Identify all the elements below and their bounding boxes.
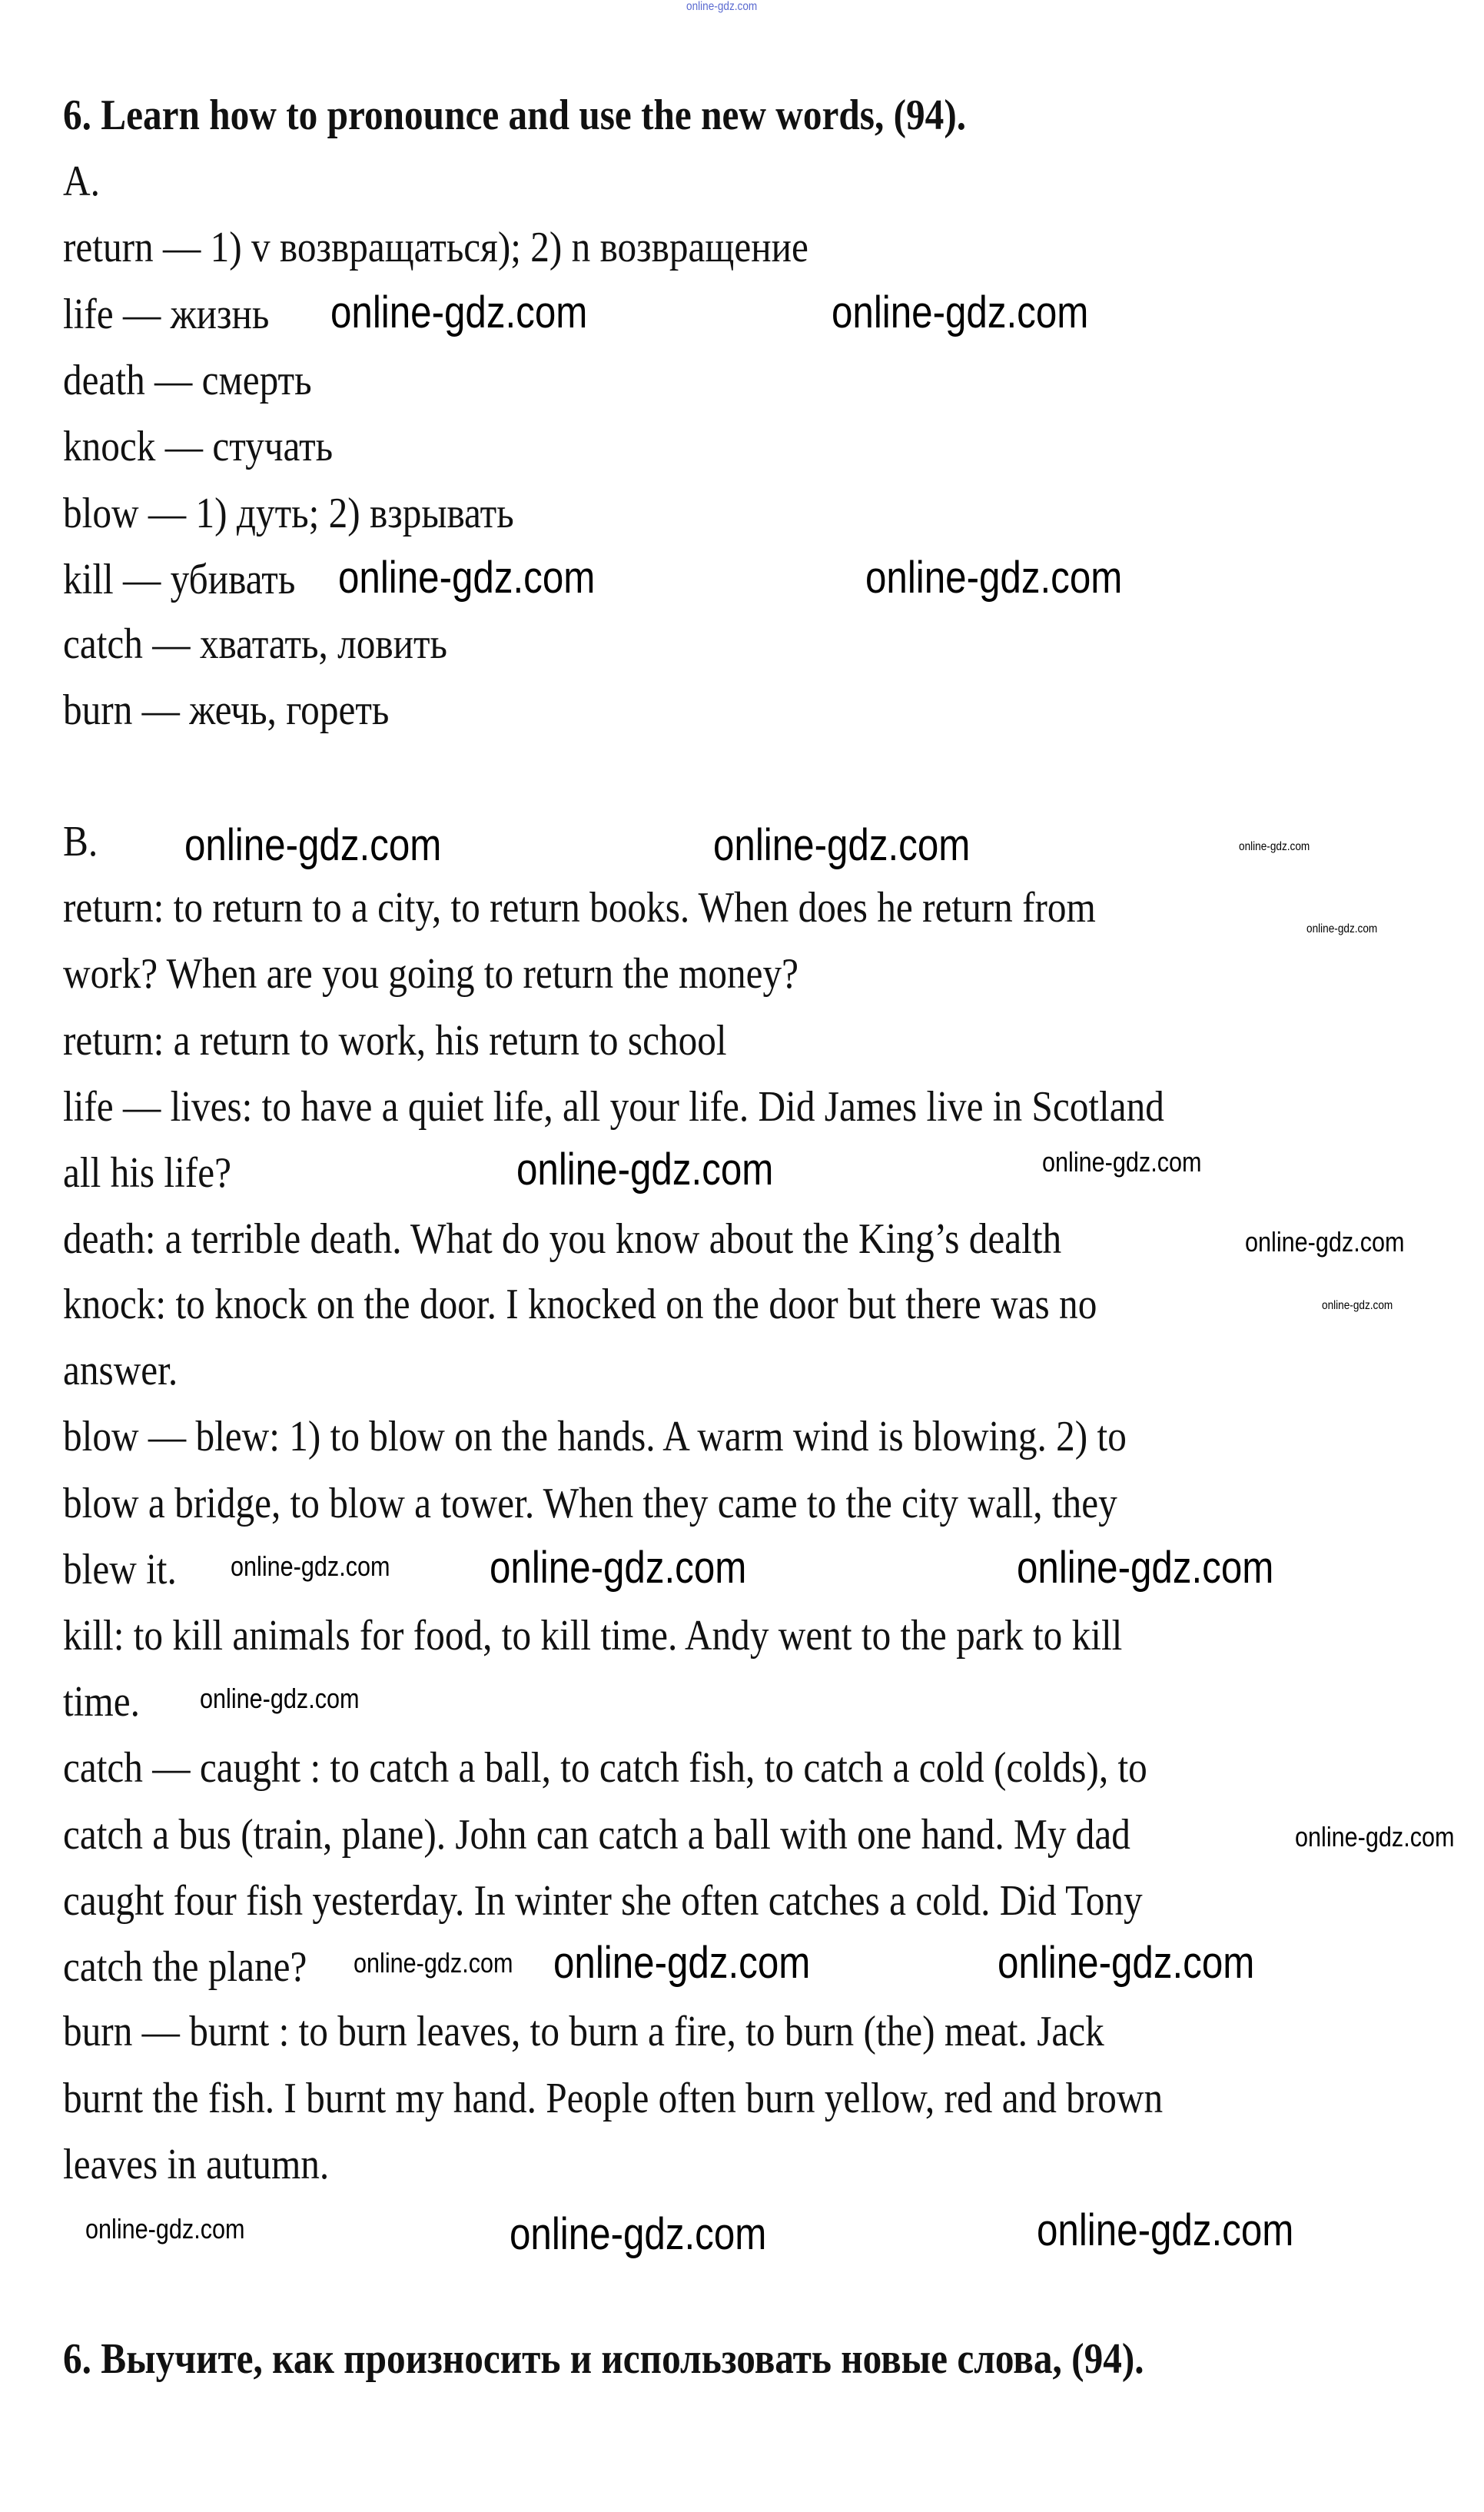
example-line: caught four fish yesterday. In winter she often catches a cold. Did Tony	[63, 1877, 1143, 1925]
vocab-line: kill — убивать	[63, 556, 296, 603]
example-line: catch — caught : to catch a ball, to catch fish, to catch a cold (colds), to	[63, 1744, 1147, 1792]
example-line: return: a return to work, his return to school	[63, 1017, 727, 1065]
watermark: online-gdz.com	[1306, 922, 1378, 935]
example-line: all his life?	[63, 1149, 231, 1197]
vocab-line: return — 1) v возвращаться); 2) n возвращение	[63, 224, 808, 271]
vocab-line: burn — жечь, гореть	[63, 686, 390, 734]
example-line: blow — blew: 1) to blow on the hands. A warm wind is blowing. 2) to	[63, 1413, 1127, 1460]
watermark: online-gdz.com	[330, 287, 588, 337]
example-line: catch a bus (train, plane). John can catch a ball with one hand. My dad	[63, 1811, 1130, 1859]
section-b-label: B.	[63, 818, 98, 866]
example-line: burn — burnt : to burn leaves, to burn a fire, to burn (the) meat. Jack	[63, 2008, 1104, 2055]
example-line: burnt the fish. I burnt my hand. People often burn yellow, red and brown	[63, 2075, 1164, 2122]
example-line: work? When are you going to return the money?	[63, 950, 799, 998]
vocab-line: knock — стучать	[63, 423, 334, 470]
example-line: return: to return to a city, to return books. When does he return from	[63, 884, 1096, 932]
watermark: online-gdz.com	[354, 1947, 513, 1979]
example-line: answer.	[63, 1347, 178, 1394]
exercise-title-ru: 6. Выучите, как произносить и использовать новые слова, (94).	[63, 2335, 1144, 2383]
example-line: kill: to kill animals for food, to kill time. Andy went to the park to kill	[63, 1612, 1123, 1660]
watermark: online-gdz.com	[1239, 840, 1310, 853]
watermark: online-gdz.com	[1017, 1543, 1274, 1593]
example-line: life — lives: to have a quiet life, all your life. Did James live in Scotland	[63, 1083, 1164, 1131]
watermark: online-gdz.com	[516, 1145, 774, 1195]
example-line: catch the plane?	[63, 1943, 307, 1991]
example-line: time.	[63, 1678, 140, 1726]
watermark: online-gdz.com	[998, 1938, 1255, 1988]
example-line: blew it.	[63, 1546, 177, 1593]
example-line: leaves in autumn.	[63, 2141, 330, 2188]
vocab-line: life — жизнь	[63, 291, 270, 338]
example-line: blow a bridge, to blow a tower. When they came to the city wall, they	[63, 1480, 1117, 1527]
watermark: online-gdz.com	[713, 820, 971, 870]
watermark: online-gdz.com	[553, 1938, 811, 1988]
watermark: online-gdz.com	[865, 553, 1123, 603]
vocab-line: death — смерть	[63, 357, 312, 404]
example-line: knock: to knock on the door. I knocked on the door but there was no	[63, 1281, 1097, 1328]
watermark: online-gdz.com	[686, 0, 758, 13]
example-line: death: a terrible death. What do you know about the King’s dealth	[63, 1215, 1062, 1263]
vocab-line: blow — 1) дуть; 2) взрывать	[63, 490, 514, 537]
watermark: online-gdz.com	[200, 1683, 360, 1714]
vocab-line: catch — хватать, ловить	[63, 620, 448, 668]
watermark: online-gdz.com	[231, 1550, 390, 1582]
watermark: online-gdz.com	[184, 820, 442, 870]
watermark: online-gdz.com	[490, 1543, 747, 1593]
watermark: online-gdz.com	[1037, 2205, 1294, 2255]
watermark: online-gdz.com	[338, 553, 596, 603]
watermark: online-gdz.com	[510, 2209, 767, 2259]
watermark: online-gdz.com	[85, 2213, 245, 2245]
section-a-label: A.	[63, 158, 100, 205]
watermark: online-gdz.com	[1295, 1821, 1455, 1852]
watermark: online-gdz.com	[1245, 1226, 1405, 1258]
watermark: online-gdz.com	[832, 287, 1089, 337]
exercise-title-en: 6. Learn how to pronounce and use the new words, (94).	[63, 91, 967, 139]
watermark: online-gdz.com	[1322, 1299, 1393, 1312]
watermark: online-gdz.com	[1042, 1146, 1202, 1178]
